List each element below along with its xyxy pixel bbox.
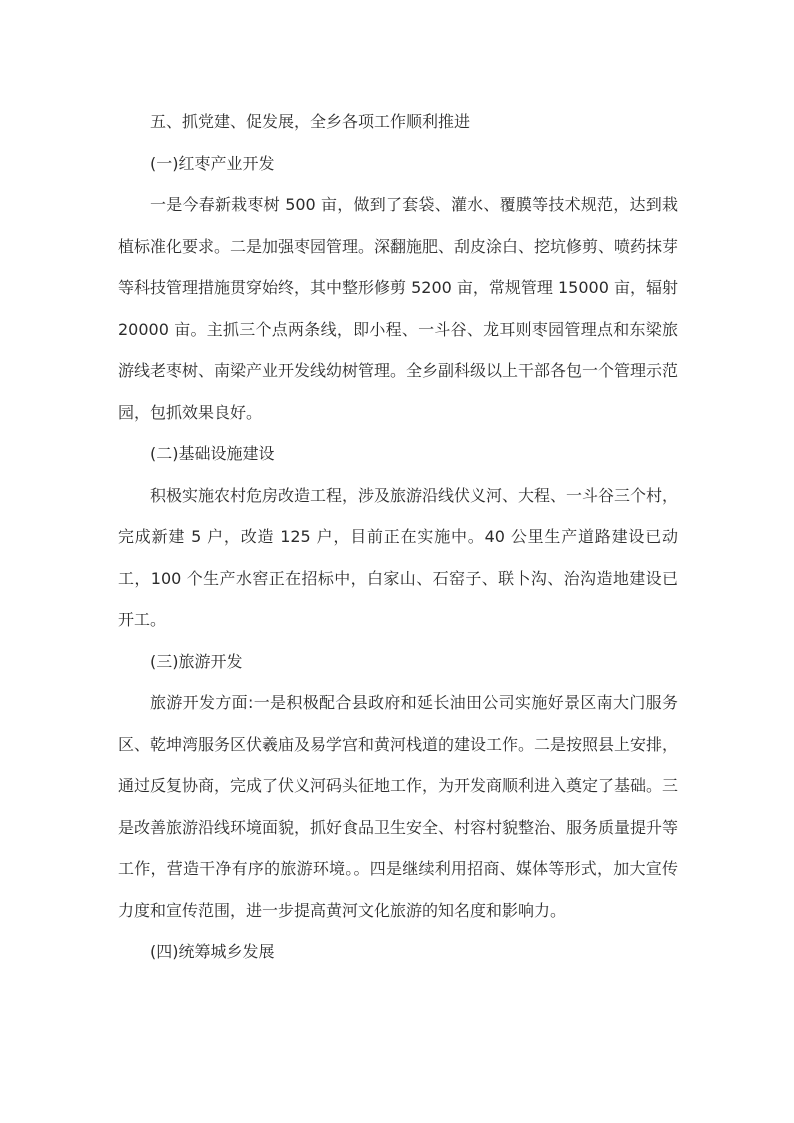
section-heading-5: 五、抓党建、促发展，全乡各项工作顺利推进	[150, 112, 471, 131]
subsection-heading-tourism: (三)旅游开发	[150, 651, 243, 671]
subsection-heading-red-dates: (一)红枣产业开发	[150, 153, 275, 173]
paragraph-infrastructure: 积极实施农村危房改造工程，涉及旅游沿线伏义河、大程、一斗谷三个村，完成新建 5 户，改造 125 户，目前正在实施中。40 公里生产道路建设已动工，100 个生产水窖正在招标中，白家山、石窑子、联卜沟、治沟造地建设已开工。	[118, 485, 679, 629]
subsection-heading-urban-rural: (四)统筹城乡发展	[150, 942, 275, 961]
document-body	[118, 101, 678, 973]
subsection-heading-infrastructure: (二)基础设施建设	[150, 444, 275, 463]
paragraph-red-dates: 一是今春新栽枣树 500 亩，做到了套袋、灌水、覆膜等技术规范，达到栽植标准化要求。二是加强枣园管理。深翻施肥、刮皮涂白、挖坑修剪、喷药抹芽等科技管理措施贯穿始终，其中整形修剪 5200 亩，常规管理 15000 亩，辐射 20000 亩。主抓三个点两条线，即小程、一斗谷、龙耳则枣园管理点和东梁旅游线老枣树、南梁产业开发线幼树管理。全乡副科级以上干部各包一个管理示范园，包抓效果良好。	[118, 195, 679, 422]
paragraph-tourism: 旅游开发方面:一是积极配合县政府和延长油田公司实施好景区南大门服务区、乾坤湾服务区伏羲庙及易学宫和黄河栈道的建设工作。二是按照县上安排，通过反复协商，完成了伏义河码头征地工作，为开发商顺利进入奠定了基础。三是改善旅游沿线环境面貌，抓好食品卫生安全、村容村貌整治、服务质量提升等工作，营造干净有序的旅游环境。。四是继续利用招商、媒体等形式，加大宣传力度和宣传范围，进一步提高黄河文化旅游的知名度和影响力。	[118, 693, 679, 920]
